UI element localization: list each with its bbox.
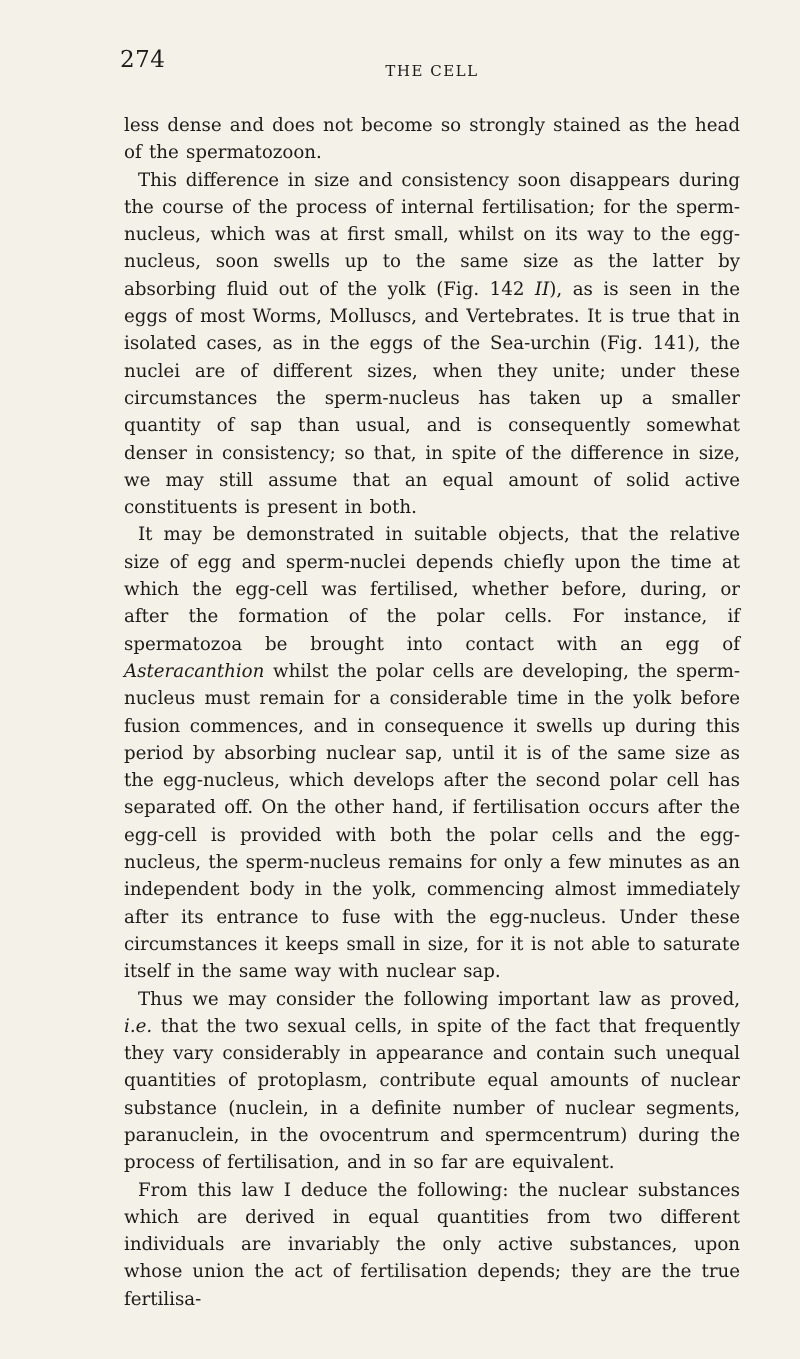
paragraph-4: Thus we may consider the following important law as proved, i.e. that the two sexual cells, in spite of the fact that frequently they vary considerably in appearance and contain such unequal quantities of protoplasm, contribute equal amounts of nuclear substance (nuclein, in a definite number of nuclear segments, paranuclein, in the ovocentrum and spermcentrum) during the process of fertilisation, and in so far are equivalent. <box>124 988 740 1174</box>
paragraph-2: This difference in size and consistency soon disappears during the course of the process of internal fertilisation; for the sperm-nucleus, which was at first small, whilst on its way to the egg-nucleus, soon swells up to the same size as the latter by absorbing fluid out of the yolk (Fig. 142 II), as is seen in the eggs of most Worms, Molluscs, and Vertebrates. It is true that in isolated cases, as in the eggs of the Sea-urchin (Fig. 141), the nuclei are of different sizes, when they unite; under these circumstances the sperm-nucleus has taken up a smaller quantity of sap than usual, and is consequently somewhat denser in consistency; so that, in spite of the difference in size, we may still assume that an equal amount of solid active constituents is present in both. <box>124 169 740 519</box>
figure-part-reference: II <box>534 278 550 300</box>
body-text <box>124 112 740 1313</box>
paragraph-5: From this law I deduce the following: the nuclear substances which are derived in equal quantities from two different individuals are invariably the only active substances, upon whose union the act of fertilisation depends; they are the true fertilisa- <box>124 1179 740 1310</box>
paragraph-3: It may be demonstrated in suitable objects, that the relative size of egg and sperm-nuclei depends chiefly upon the time at which the egg-cell was fertilised, whether before, during, or after the formation of the polar cells. For instance, if spermatozoa be brought into contact with an egg of Asteracanthion whilst the polar cells are developing, the sperm-nucleus must remain for a considerable time in the yolk before fusion commences, and in consequence it swells up during this period by absorbing nuclear sap, until it is of the same size as the egg-nucleus, which develops after the second polar cell has separated off. On the other hand, if fertilisation occurs after the egg-cell is provided with both the polar cells and the egg-nucleus, the sperm-nucleus remains for only a few minutes as an independent body in the yolk, commencing almost immediately after its entrance to fuse with the egg-nucleus. Under these circumstances it keeps small in size, for it is not able to saturate itself in the same way with nuclear sap. <box>124 524 740 983</box>
genus-name: Asteracanthion <box>124 660 265 682</box>
running-head <box>120 0 740 106</box>
ie-abbreviation: i.e. <box>124 1015 153 1037</box>
page-number: 274 <box>120 47 166 73</box>
running-title: THE CELL <box>385 62 479 80</box>
paragraph-1: less dense and does not become so strongly stained as the head of the spermatozoon. <box>124 115 740 164</box>
